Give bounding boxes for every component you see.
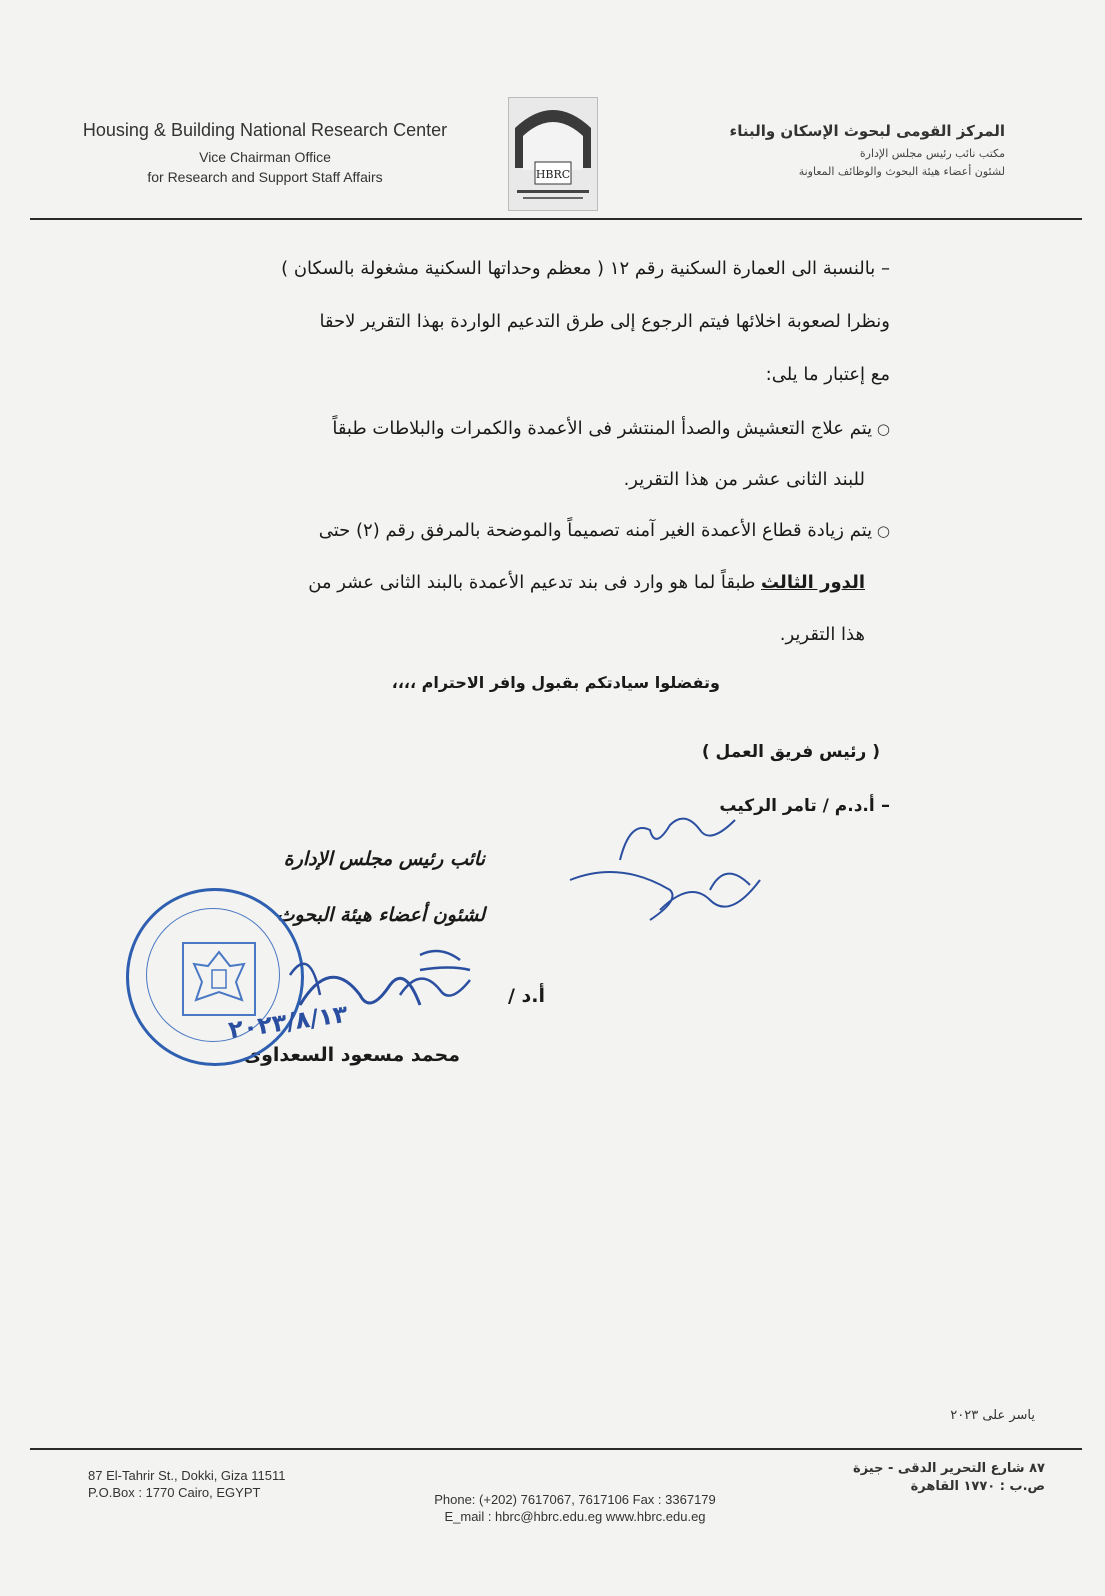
bullet-2-line-a [160, 520, 890, 541]
team-leader-signature [560, 800, 780, 950]
bullet2a-text: يتم زيادة قطاع الأعمدة الغير آمنه تصميماً والموضحة بالمرفق رقم (٢) حتى [318, 520, 873, 541]
ar-institution-name: المركز القومى لبحوث الإسكان والبناء [729, 122, 1005, 140]
dash-bullet: – [875, 258, 890, 279]
team-name-text: أ.د.م / تامر الركيب [719, 796, 875, 816]
team-leader-name [160, 795, 890, 816]
footer-en-address [88, 1467, 286, 1501]
ar-address-line-2: ص.ب : ١٧٧٠ القاهرة [910, 1479, 1045, 1494]
vp-prefix: أ.د / [507, 985, 545, 1007]
contact-email: E_mail : hbrc@hbrc.edu.eg www.hbrc.edu.eg [444, 1509, 706, 1524]
bullet-2-line-b [135, 572, 865, 593]
en-office-name: Vice Chairman Office [199, 149, 331, 165]
hbrc-logo [508, 97, 598, 211]
bullet1a-text: يتم علاج التعشيش والصدأ المنتشر فى الأعمدة والكمرات والبلاطات طبقاً [332, 418, 873, 439]
header-en-block [60, 120, 470, 187]
handwritten-date: ٢٠٢٣/٨/١٣ [226, 999, 350, 1045]
vp-title-line-2: لشئون أعضاء هيئة البحوث [276, 904, 485, 926]
en-institution-name: Housing & Building National Research Center [82, 120, 448, 140]
circle-bullet-icon: ○ [872, 522, 890, 540]
header-ar-block [645, 122, 1005, 181]
team-leader-title: ( رئيس فريق العمل ) [701, 742, 880, 762]
bullet-2-line-c: هذا التقرير. [779, 624, 865, 645]
contact-phone: Phone: (+202) 7617067, 7617106 Fax : 3367179 [434, 1492, 716, 1507]
en-address-line-1: 87 El-Tahrir St., Dokki, Giza 11511 [88, 1468, 286, 1483]
typist-note: ياسر على ٢٠٢٣ [950, 1408, 1035, 1423]
bullet-1-line-b: للبند الثانى عشر من هذا التقرير. [623, 469, 865, 490]
bullet2b-text: طبقاً لما هو وارد فى بند تدعيم الأعمدة بالبند الثانى عشر من [308, 572, 756, 593]
footer-divider [30, 1448, 1082, 1450]
paragraph-line-3: مع إعتبار ما يلى: [765, 364, 890, 385]
circle-bullet-icon: ○ [872, 420, 890, 438]
ar-office-name: مكتب نائب رئيس مجلس الإدارة [859, 147, 1005, 160]
en-address-line-2: P.O.Box : 1770 Cairo, EGYPT [88, 1485, 261, 1500]
en-affairs-name: for Research and Support Staff Affairs [147, 169, 383, 185]
dash-bullet: – [874, 795, 890, 816]
header-divider [30, 218, 1082, 220]
footer-ar-address [765, 1460, 1045, 1496]
bullet-1-line-a [160, 418, 890, 439]
logo-text: HBRC [535, 168, 571, 181]
paragraph-line-2: ونظرا لصعوبة اخلائها فيتم الرجوع إلى طرق التدعيم الواردة بهذا التقرير لاحقا [319, 311, 890, 332]
vp-title-line-1: نائب رئيس مجلس الإدارة [283, 848, 485, 870]
line1-text: بالنسبة الى العمارة السكنية رقم ١٢ ( معظم وحداتها السكنية مشغولة بالسكان ) [281, 258, 876, 279]
vp-name: محمد مسعود السعداوى [243, 1044, 460, 1066]
closing-line: وتفضلوا سيادتكم بقبول وافر الاحترام ،،،، [391, 673, 720, 692]
ar-affairs-name: لشئون أعضاء هيئة البحوث والوظائف المعاونة [798, 165, 1005, 178]
paragraph-line-1 [160, 258, 890, 279]
footer-contact [380, 1491, 770, 1525]
third-floor-emphasis: الدور الثالث [761, 572, 865, 593]
ar-address-line-1: ٨٧ شارع التحرير الدقى - جيزة [853, 1461, 1045, 1476]
